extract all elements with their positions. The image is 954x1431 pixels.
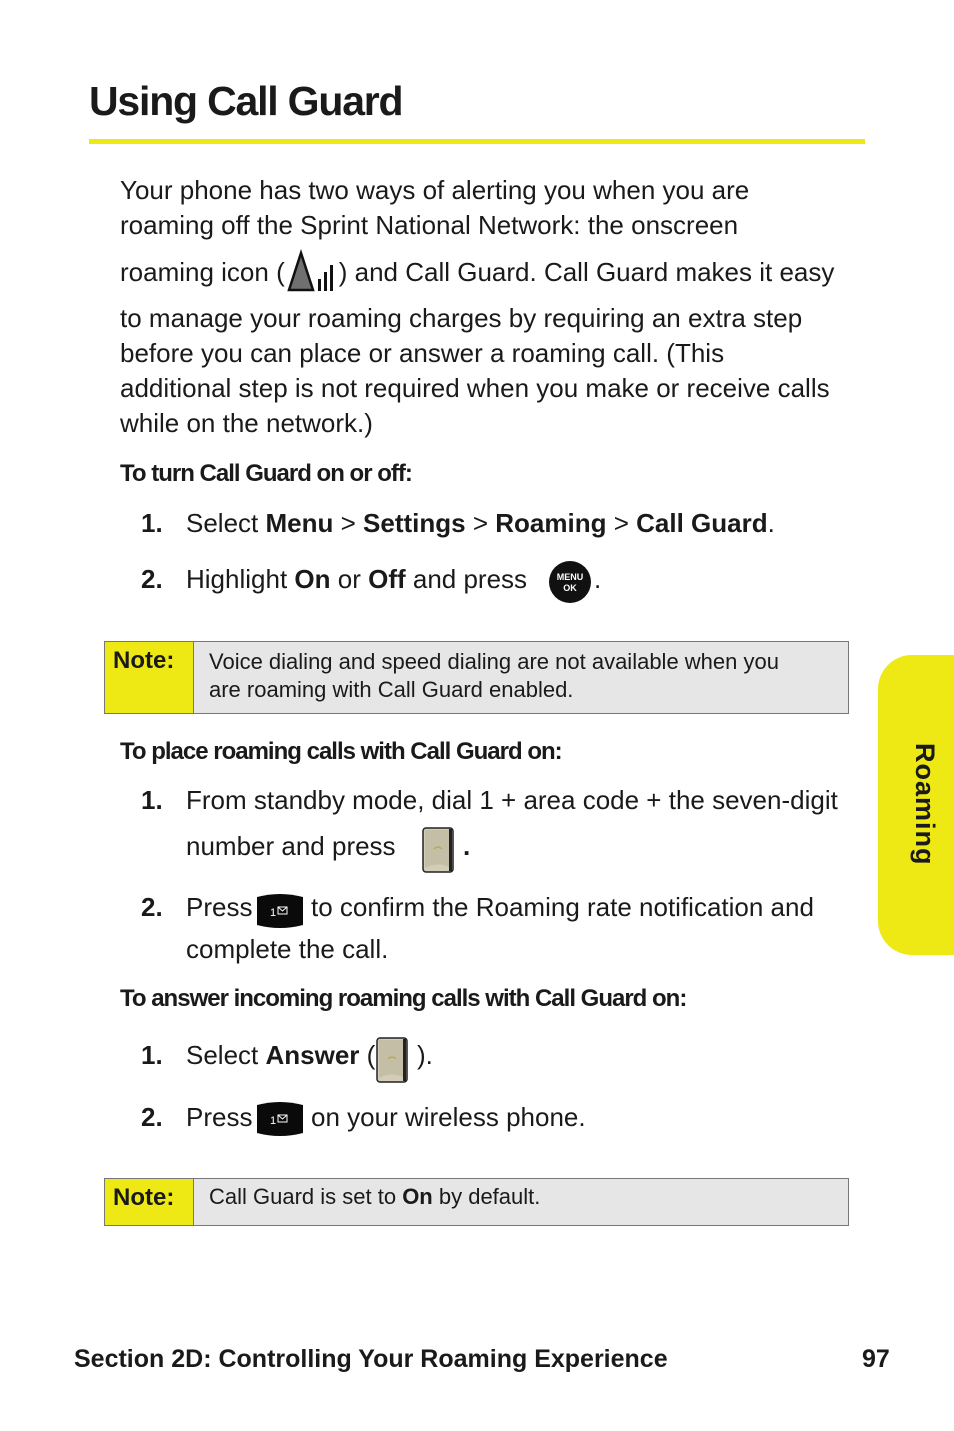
title-rule (89, 139, 865, 144)
page-title: Using Call Guard (89, 78, 403, 124)
step-number: 2. (141, 1102, 163, 1132)
step-number: 1. (141, 1040, 163, 1070)
intro-paragraph (120, 173, 834, 441)
step-text: Highlight On or Off and press (186, 564, 528, 594)
note-box-voice-dialing (104, 641, 849, 714)
side-tab-label: Roaming (910, 743, 940, 866)
step-text: Select Menu > Settings > Roaming > Call Guard. (186, 508, 775, 538)
subheading-turn-call-guard: To turn Call Guard on or off: (120, 460, 412, 487)
step-answer-1 (141, 1040, 866, 1084)
step-number: 2. (141, 892, 163, 922)
note-text (209, 648, 828, 704)
one-key-label: 1 (270, 907, 277, 919)
one-key-icon (256, 1100, 304, 1145)
intro-text: roaming icon ( (120, 257, 285, 287)
step-end: . (594, 564, 602, 594)
intro-text: ) and Call Guard. Call Guard makes it easy (338, 257, 835, 287)
one-key-label: 1 (270, 1115, 277, 1127)
talk-key-icon (376, 1037, 408, 1090)
intro-line: while on the network.) (120, 408, 373, 438)
step-text: complete the call. (186, 934, 389, 964)
step-text: number and press (186, 831, 396, 861)
note-label: Note: (105, 1179, 194, 1225)
step-number: 1. (141, 785, 163, 815)
step-end: ). (417, 1040, 433, 1070)
intro-line: to manage your roaming charges by requiring an extra step (120, 303, 803, 333)
note-line: Voice dialing and speed dialing are not available when you (209, 649, 779, 674)
intro-line: Your phone has two ways of alerting you when you are (120, 175, 750, 205)
note-box-default (104, 1178, 849, 1226)
call-guard-term: Call Guard (636, 508, 768, 538)
step-place-1 (141, 785, 866, 875)
step-number: 2. (141, 564, 163, 594)
intro-line: roaming off the Sprint National Network: the onscreen (120, 210, 739, 240)
step-text: Press (186, 1102, 253, 1132)
subheading-place-roaming-calls: To place roaming calls with Call Guard on: (120, 738, 562, 765)
on-term: On (402, 1184, 433, 1209)
step-number: 1. (141, 508, 163, 538)
step-text: on your wireless phone. (311, 1102, 586, 1132)
menu-ok-key-icon (548, 560, 592, 611)
settings-term: Settings (363, 508, 466, 538)
footer-section-title: Section 2D: Controlling Your Roaming Experience (74, 1345, 668, 1373)
roaming-term: Roaming (495, 508, 607, 538)
step-answer-2 (141, 1102, 866, 1146)
step-place-2 (141, 892, 866, 972)
on-term: On (294, 564, 331, 594)
step-text: Press (186, 892, 253, 922)
step-turn-1 (141, 508, 861, 542)
step-text: to confirm the Roaming rate notification and (311, 892, 814, 922)
one-key-icon (256, 892, 304, 937)
page-number: 97 (862, 1345, 890, 1373)
intro-line (120, 243, 834, 301)
off-term: Off (368, 564, 406, 594)
roaming-icon (285, 245, 339, 303)
menu-term: Menu (265, 508, 334, 538)
step-text: From standby mode, dial 1 + area code + the seven-digit (186, 785, 838, 815)
menu-key-label: MENU (556, 572, 584, 582)
note-text: Call Guard is set to On by default. (209, 1184, 541, 1209)
intro-line: additional step is not required when you make or receive calls (120, 373, 830, 403)
intro-line: before you can place or answer a roaming call. (This (120, 338, 725, 368)
talk-key-icon (422, 827, 454, 880)
step-end: . (463, 831, 471, 861)
subheading-answer-roaming-calls: To answer incoming roaming calls with Call Guard on: (120, 985, 687, 1012)
side-tab (878, 655, 954, 955)
note-line: are roaming with Call Guard enabled. (209, 677, 574, 702)
ok-key-label: OK (563, 583, 577, 593)
answer-term: Answer (265, 1040, 360, 1070)
step-text: Select Answer ( (186, 1040, 376, 1070)
note-label: Note: (105, 642, 194, 713)
step-turn-2 (141, 562, 861, 606)
